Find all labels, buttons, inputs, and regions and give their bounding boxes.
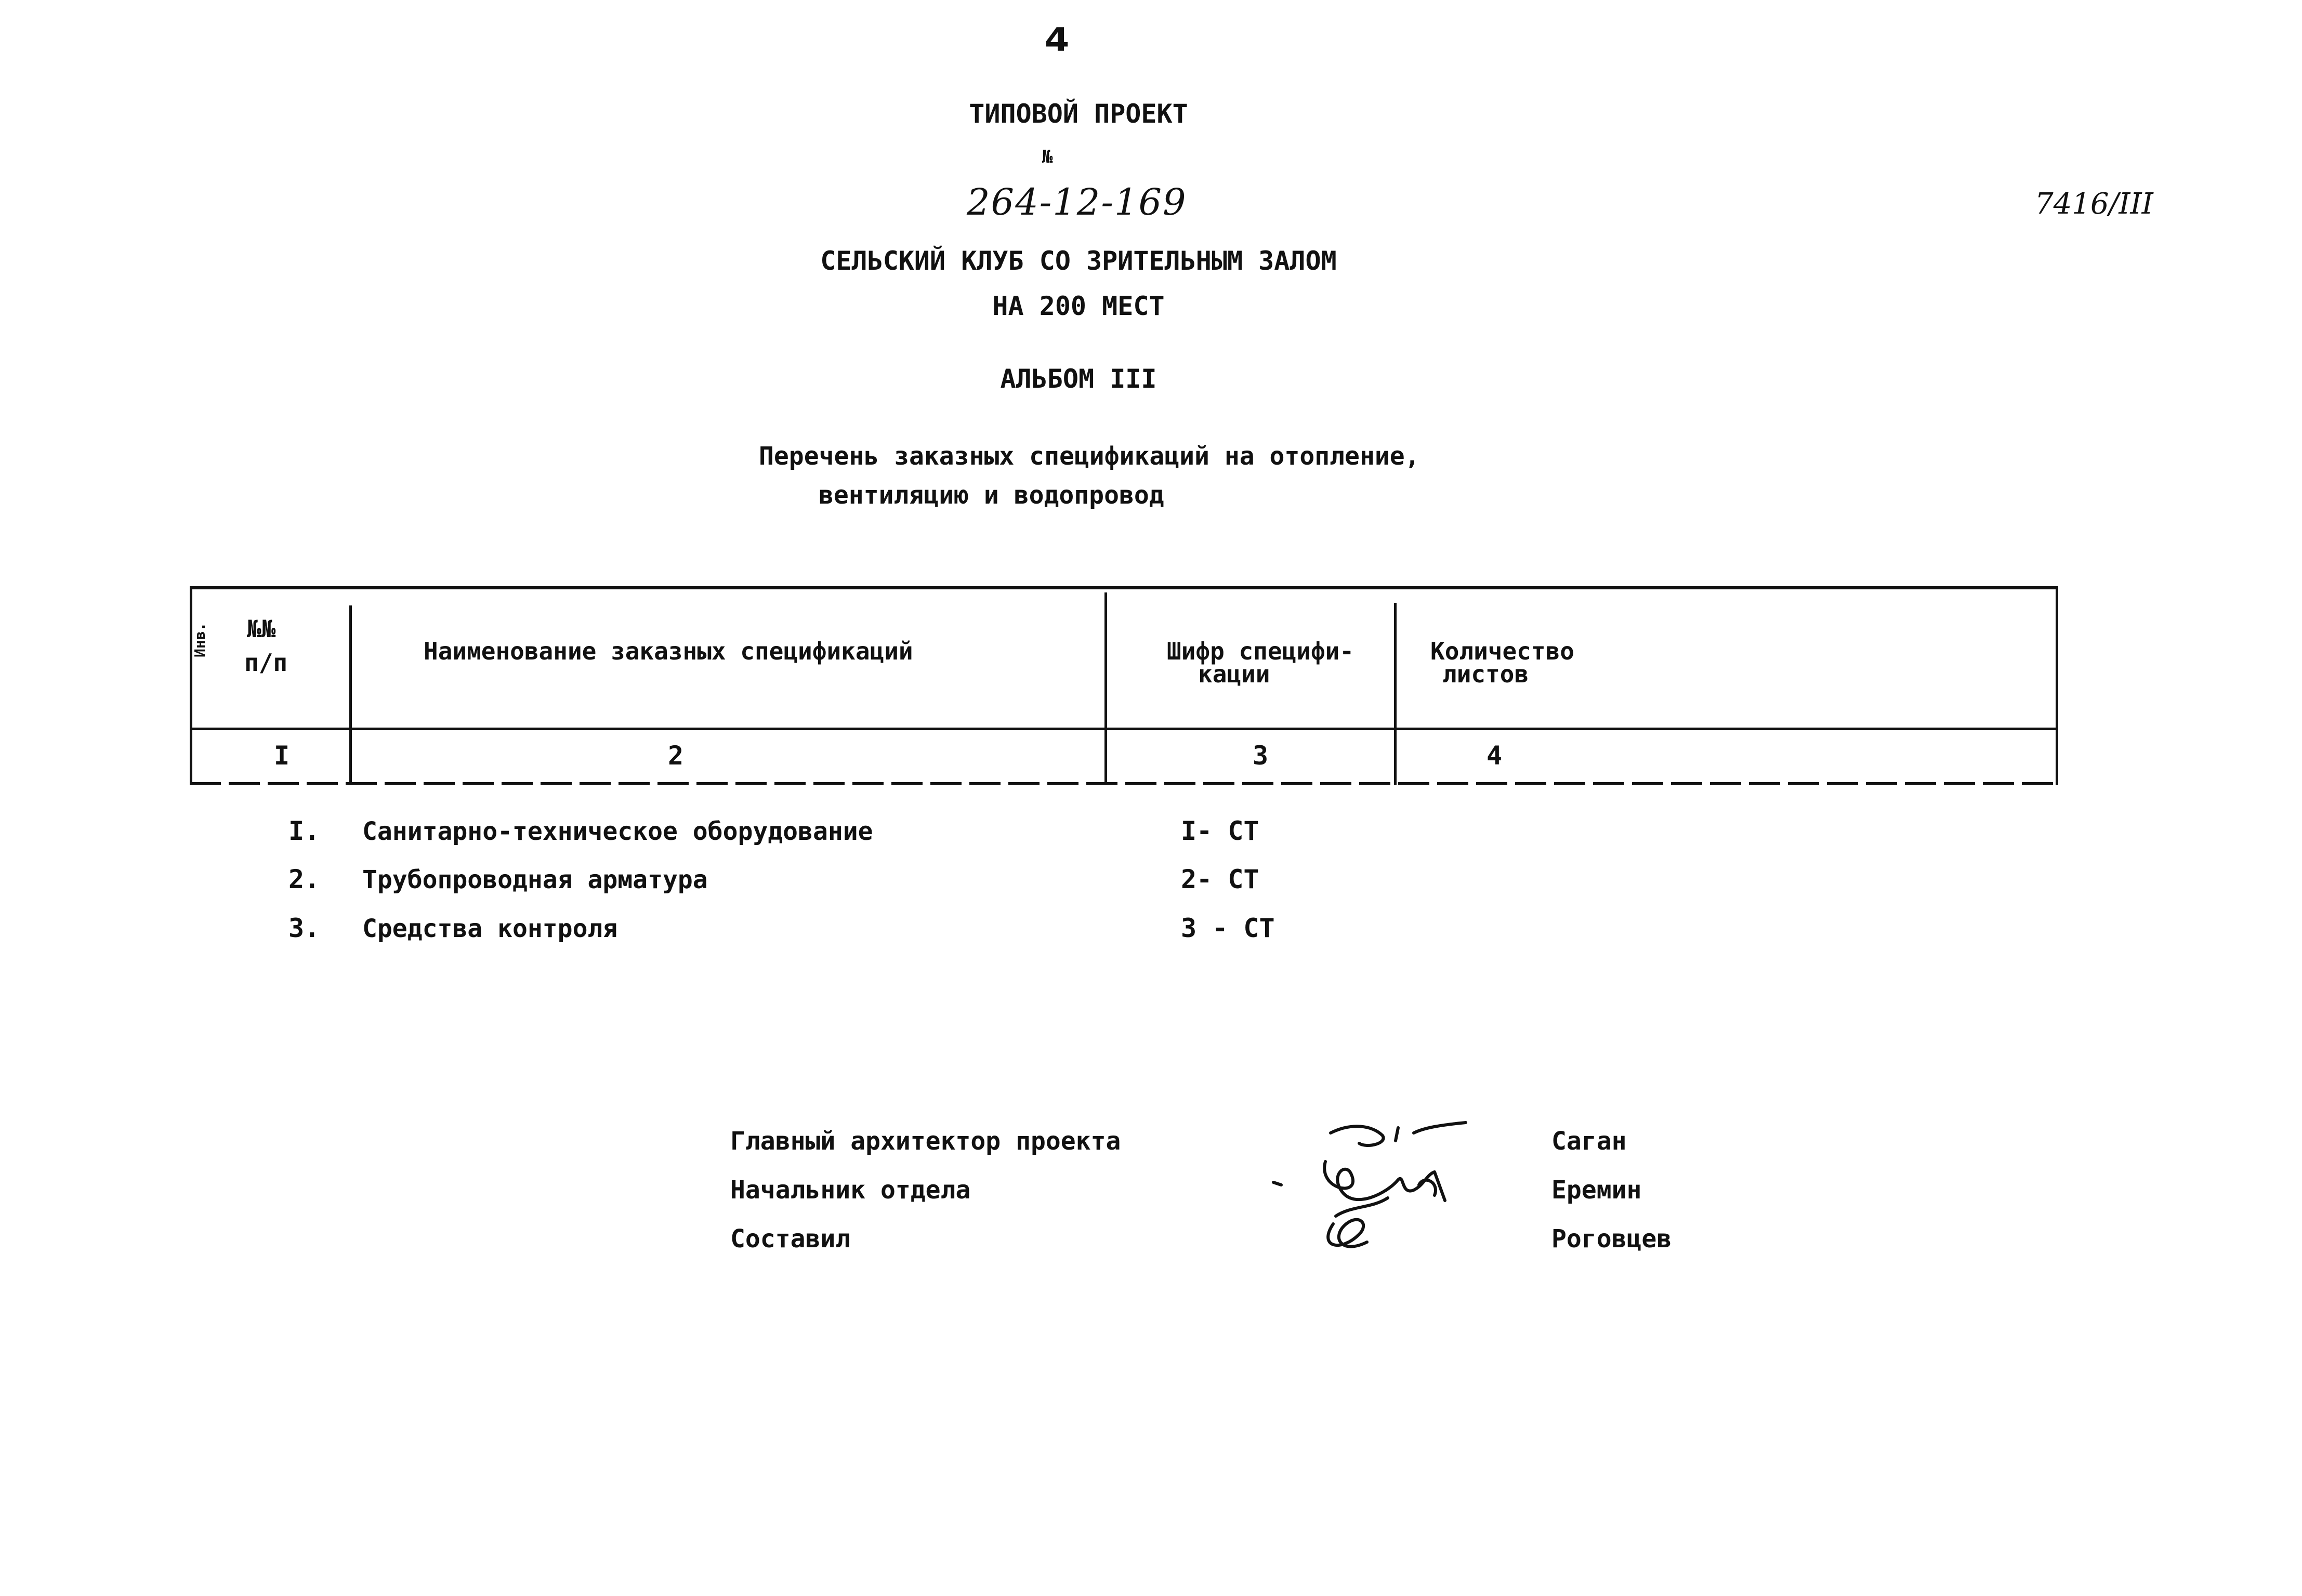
title-line2: НА 200 МЕСТ [992, 291, 1165, 321]
col-number-2: 2 [668, 741, 684, 771]
signer-role: Составил [730, 1224, 851, 1254]
col-header-name: Наименование заказных спецификаций [424, 637, 913, 665]
row-code: 2- СТ [1181, 864, 1259, 894]
col-header-count-line1: Количество [1430, 637, 1574, 665]
archive-code: 7416/III [2035, 187, 2153, 221]
col-header-count-line2: листов [1442, 660, 1529, 688]
title-line1: СЕЛЬСКИЙ КЛУБ СО ЗРИТЕЛЬНЫМ ЗАЛОМ [820, 246, 1337, 276]
table-top-border [190, 586, 2058, 589]
signer-name: Роговцев [1551, 1224, 1672, 1254]
col-header-code-line1: Шифр специфи- [1167, 637, 1354, 665]
number-sign: № [1042, 147, 1053, 167]
col-header-code-line2: кации [1198, 660, 1270, 688]
col-number-1: I [274, 741, 290, 771]
col-divider-2 [1104, 592, 1107, 785]
row-number: I. [288, 816, 320, 846]
row-number: 3. [288, 913, 320, 943]
project-code: 264-12-169 [967, 181, 1187, 223]
col-number-4: 4 [1487, 741, 1503, 771]
side-stamp: Инв. [191, 622, 208, 657]
row-code: 3 - СТ [1181, 913, 1275, 943]
col-header-num-line2: п/п [244, 649, 288, 677]
signer-role: Главный архитектор проекта [730, 1127, 1121, 1156]
col-divider-1 [349, 605, 352, 785]
row-code: I- СТ [1181, 816, 1259, 846]
project-type: ТИПОВОЙ ПРОЕКТ [969, 99, 1188, 129]
table-header-divider [190, 728, 2058, 730]
table-right-border [2056, 586, 2058, 785]
row-name: Трубопроводная арматура [362, 865, 708, 894]
signer-role: Начальник отдела [730, 1176, 971, 1205]
signer-name: Саган [1551, 1127, 1627, 1156]
subtitle-line2: вентиляцию и водопровод [819, 481, 1164, 510]
col-header-num-line1: №№ [247, 615, 276, 643]
signer-name: Еремин [1551, 1176, 1642, 1205]
subtitle-line1: Перечень заказных спецификаций на отопление, [759, 442, 1420, 471]
row-number: 2. [288, 864, 320, 894]
col-divider-3 [1394, 603, 1397, 785]
album-title: АЛЬБОМ III [1000, 364, 1157, 394]
row-name: Санитарно-техническое оборудование [362, 817, 873, 846]
page-number: 4 [1044, 21, 1070, 59]
handwritten-signature [1268, 1112, 1507, 1268]
table-bottom-border [190, 782, 2058, 785]
col-number-3: 3 [1253, 741, 1269, 771]
table-left-border [190, 586, 192, 785]
row-name: Средства контроля [362, 914, 618, 943]
